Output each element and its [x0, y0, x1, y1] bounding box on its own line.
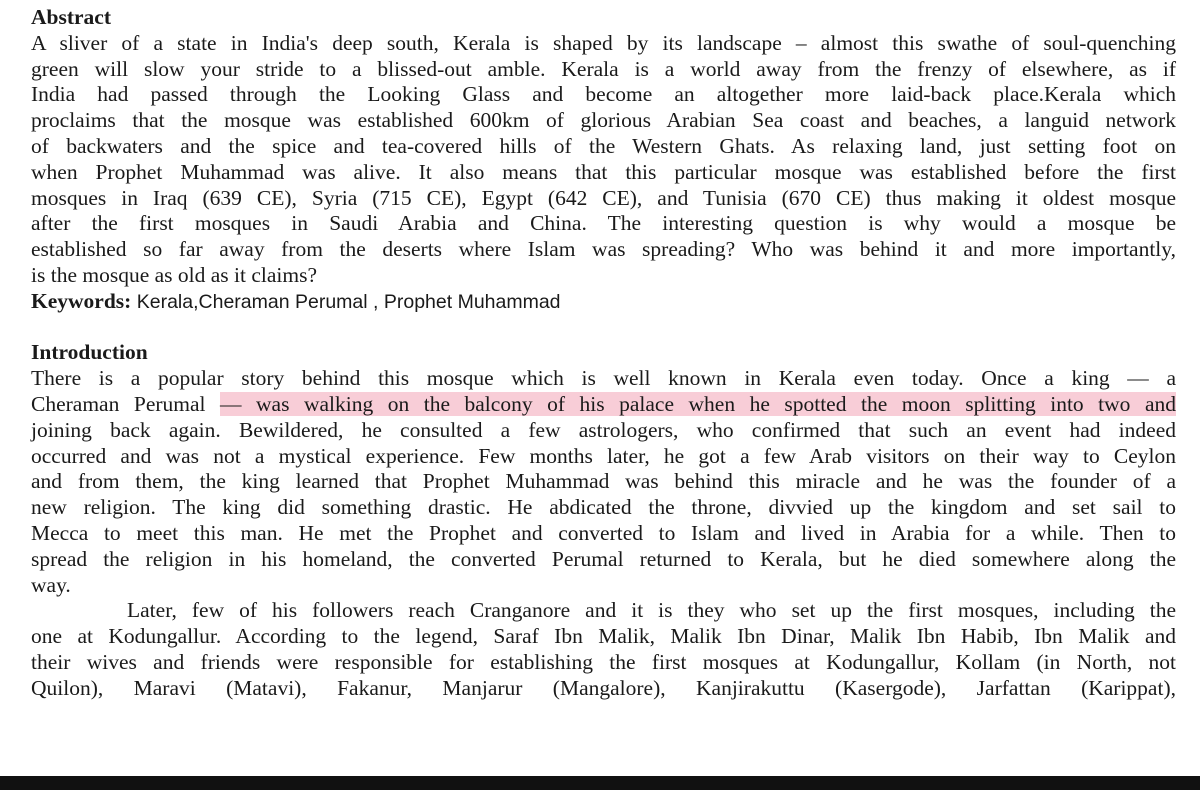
abstract-line: of backwaters and the spice and tea-covered hills of the Western Ghats. As relaxing land, just setting foot on — [31, 133, 1176, 158]
abstract-line: green will slow your stride to a blissed-out amble. Kerala is a world away from the frenzy of elsewhere, as if — [31, 56, 1176, 81]
abstract-line: mosques in Iraq (639 CE), Syria (715 CE), Egypt (642 CE), and Tunisia (670 CE) thus making it oldest mosque — [31, 185, 1176, 210]
abstract-line: is the mosque as old as it claims? — [31, 262, 318, 287]
bottom-edge-bar — [0, 776, 1200, 790]
paragraph-gap — [31, 315, 1176, 341]
abstract-line: established so far away from the deserts where Islam was spreading? Who was behind it and more importantly, — [31, 237, 1176, 262]
introduction-heading: Introduction — [31, 340, 148, 365]
introduction-line: occurred and was not a mystical experience. Few months later, he got a few Arab visitors on their way to Ceylon — [31, 443, 1176, 468]
paragraph-line: Quilon), Maravi (Matavi), Fakanur, Manjarur (Mangalore), Kanjirakuttu (Kasergode), Jarfattan (Karippat), — [31, 675, 1176, 700]
abstract-heading: Abstract — [31, 5, 112, 29]
introduction-line: way. — [31, 572, 71, 597]
abstract-line: after the first mosques in Saudi Arabia and China. The interesting question is why would a mosque be — [31, 211, 1176, 236]
highlighted-text: — was walking on the balcony of his palace when he spotted the moon splitting into two and — [220, 391, 1176, 416]
document-body — [31, 5, 1176, 702]
introduction-line: There is a popular story behind this mosque which is well known in Kerala even today. Once a king — a — [31, 366, 1176, 391]
introduction-line — [31, 392, 1176, 418]
abstract-line: when Prophet Muhammad was alive. It also means that this particular mosque was established before the first — [31, 159, 1176, 184]
abstract-line: proclaims that the mosque was established 600km of glorious Arabian Sea coast and beaches, a languid network — [31, 108, 1176, 133]
abstract-line: A sliver of a state in India's deep south, Kerala is shaped by its landscape – almost this swathe of soul-quenching — [31, 30, 1176, 55]
introduction-line: and from them, the king learned that Prophet Muhammad was behind this miracle and he was the founder of a — [31, 469, 1176, 494]
paragraph-line: Later, few of his followers reach Cranganore and it is they who set up the first mosques, including the — [127, 598, 1176, 623]
abstract-line: India had passed through the Looking Glass and become an altogether more laid-back place.Kerala which — [31, 82, 1176, 107]
introduction-line: spread the religion in his homeland, the converted Perumal returned to Kerala, but he died somewhere along the — [31, 546, 1176, 571]
introduction-line: joining back again. Bewildered, he consulted a few astrologers, who confirmed that such an event had indeed — [31, 417, 1176, 442]
keywords-label: Keywords: — [31, 288, 132, 313]
paragraph-line: one at Kodungallur. According to the legend, Saraf Ibn Malik, Malik Ibn Dinar, Malik Ibn Habib, Ibn Malik and — [31, 624, 1176, 649]
keywords-value: Kerala,Cheraman Perumal , Prophet Muhammad — [131, 290, 561, 313]
paragraph-line: their wives and friends were responsible for establishing the first mosques at Kodungallur, Kollam (in North, not — [31, 649, 1176, 674]
introduction-line: Mecca to meet this man. He met the Prophet and converted to Islam and lived in Arabia for a while. Then to — [31, 520, 1176, 545]
introduction-line: new religion. The king did something drastic. He abdicated the throne, divvied up the kingdom and set sail to — [31, 495, 1176, 520]
introduction-line-start: Cheraman Perumal — [31, 391, 221, 416]
keywords — [31, 289, 1176, 315]
